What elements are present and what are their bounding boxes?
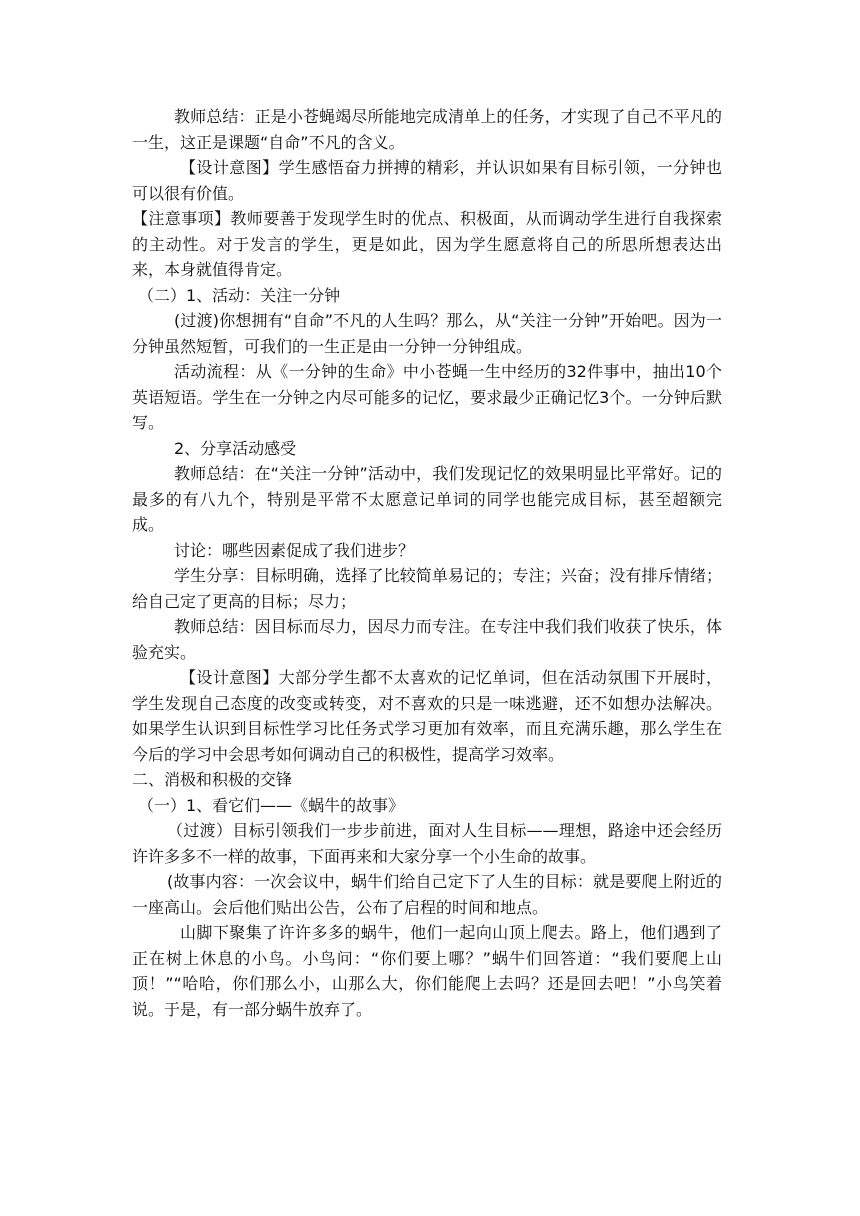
section-heading: （一）1、看它们——《蜗牛的故事》 <box>138 795 405 815</box>
teacher-summary-paragraph: 教师总结：因目标而尽力，因尽力而专注。在专注中我们我们收获了快乐，体验充实。 <box>132 617 722 662</box>
part-heading: 二、消极和积极的交锋 <box>132 770 293 789</box>
story-paragraph: 山脚下聚集了许许多多的蜗牛，他们一起向山顶上爬去。路上，他们遇到了正在树上休息的小鸟。小鸟问：“你们要上哪？”蜗牛们回答道：“我们要爬上山顶！”“哈哈，你们那么小，山那么大，你们能爬上去吗？还是回去吧！”小鸟笑着说。于是，有一部分蜗牛放弃了。 <box>132 923 722 1019</box>
document-page <box>132 104 722 1022</box>
design-intent-paragraph: 【设计意图】大部分学生都不太喜欢的记忆单词，但在活动氛围下开展时，学生发现自己态度的改变或转变，对不喜欢的只是一味逃避，还不如想办法解决。如果学生认识到目标性学习比任务式学习更加有效率，而且充满乐趣，那么学生在今后的学习中会思考如何调动自己的积极性，提高学习效率。 <box>132 668 722 764</box>
student-share-paragraph: 学生分享：目标明确，选择了比较简单易记的；专注；兴奋；没有排斥情绪；给自己定了更高的目标；尽力； <box>132 566 722 611</box>
teacher-summary-paragraph: 教师总结：正是小苍蝇竭尽所能地完成清单上的任务，才实现了自己不平凡的一生，这正是课题“自命”不凡的含义。 <box>132 107 722 152</box>
transition-paragraph: （过渡）目标引领我们一步步前进，面对人生目标——理想，路途中还会经历许许多多不一样的故事，下面再来和大家分享一个小生命的故事。 <box>132 821 722 866</box>
share-heading: 2、分享活动感受 <box>174 438 297 458</box>
teacher-summary-paragraph: 教师总结：在“关注一分钟”活动中，我们发现记忆的效果明显比平常好。记的最多的有八九个，特别是平常不太愿意记单词的同学也能完成目标，甚至超额完成。 <box>132 464 722 534</box>
transition-paragraph: (过渡)你想拥有“自命”不凡的人生吗？那么，从“关注一分钟”开始吧。因为一分钟虽然短暂，可我们的一生正是由一分钟一分钟组成。 <box>132 311 722 356</box>
story-paragraph: (故事内容：一次会议中，蜗牛们给自己定下了人生的目标：就是要爬上附近的一座高山。会后他们贴出公告，公布了启程的时间和地点。 <box>132 872 722 917</box>
activity-flow-paragraph: 活动流程：从《一分钟的生命》中小苍蝇一生中经历的32件事中，抽出10个英语短语。学生在一分钟之内尽可能多的记忆，要求最少正确记忆3个。一分钟后默写。 <box>132 362 722 432</box>
notes-paragraph: 【注意事项】教师要善于发现学生时的优点、积极面，从而调动学生进行自我探索的主动性。对于发言的学生，更是如此，因为学生愿意将自己的所思所想表达出来，本身就值得肯定。 <box>132 209 722 279</box>
discussion-paragraph: 讨论：哪些因素促成了我们进步？ <box>174 540 415 560</box>
section-heading: （二）1、活动：关注一分钟 <box>138 285 341 305</box>
design-intent-paragraph: 【设计意图】学生感悟奋力拼搏的精彩，并认识如果有目标引领，一分钟也可以很有价值。 <box>132 158 722 203</box>
